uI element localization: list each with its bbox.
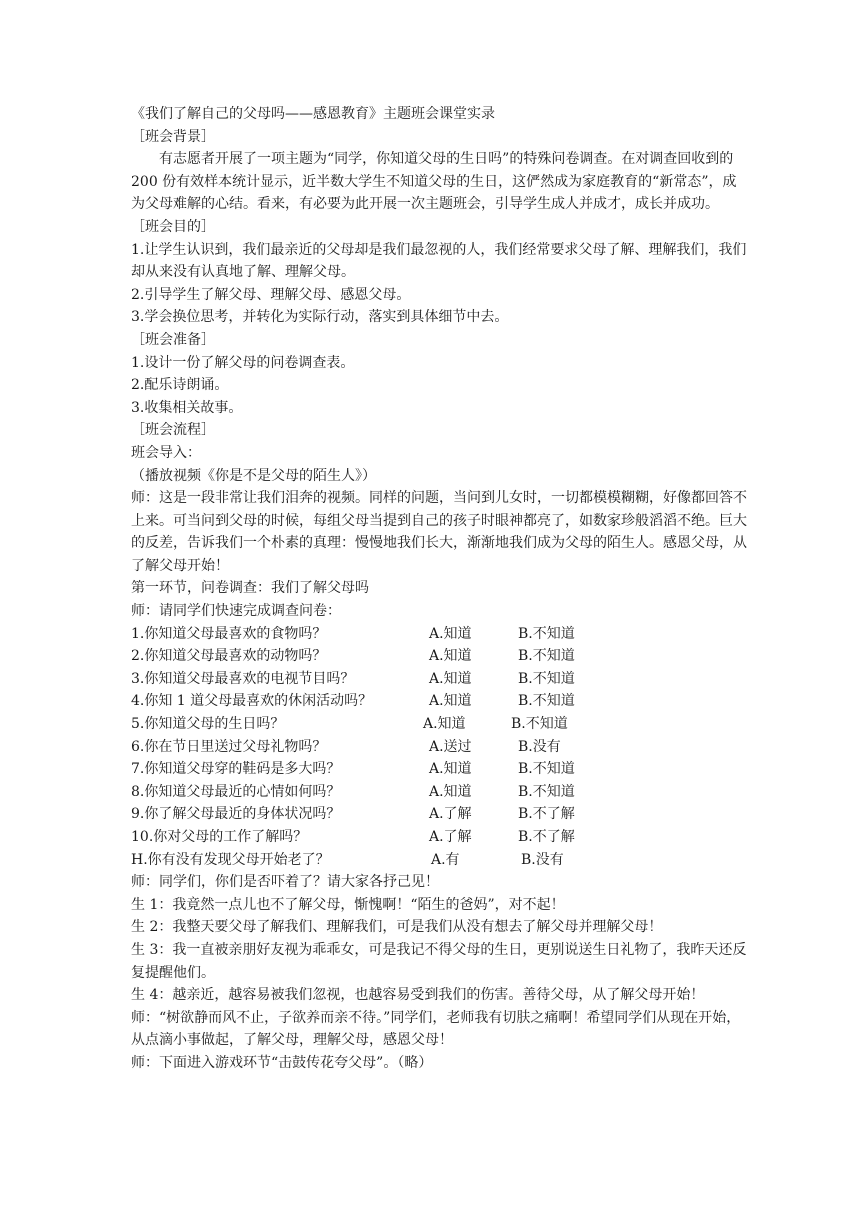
- option-b: B.不知道: [518, 625, 575, 642]
- option-a: A.知道: [429, 761, 472, 778]
- process-intro: 班会导入：: [131, 444, 201, 461]
- question-row: [131, 668, 748, 691]
- question-text: 2.你知道父母最喜欢的动物吗？: [131, 648, 327, 665]
- option-a: A.知道: [429, 625, 472, 642]
- teacher-paragraph-1: 师：这是一段非常让我们泪奔的视频。同样的问题，当问到儿女时，一切都模模糊糊，好像都回答不上来。可当问到父母的时候，每组父母当提到自己的孩子时眼神都亮了，如数家珍般滔滔不绝。巨大的反差，告诉我们一个朴素的真理：慢慢地我们长大，渐渐地我们成为父母的陌生人。感恩父母，从了解父母开始！: [131, 490, 747, 574]
- question-text: 8.你知道父母最近的心情如何吗？: [131, 783, 341, 800]
- question-text: 6.你在节日里送过父母礼物吗？: [131, 738, 327, 755]
- option-b: B.不了解: [518, 829, 575, 845]
- student-1-reply: 生 1：我竟然一点儿也不了解父母，惭愧啊！“陌生的爸妈”，对不起！: [131, 896, 565, 913]
- question-row: [131, 736, 748, 759]
- purpose-item-1: 1.让学生认识到，我们最亲近的父母却是我们最忽视的人，我们经常要求父母了解、理解我们，我们却从来没有认真地了解、理解父母。: [131, 241, 747, 281]
- option-b: B.不知道: [518, 648, 575, 665]
- teacher-paragraph-3: 师：同学们，你们是否吓着了？请大家各抒己见！: [131, 874, 439, 891]
- question-text: 4.你知 1 道父母最喜欢的休闲活动吗？: [131, 693, 373, 710]
- question-row: [131, 781, 748, 804]
- question-row: [131, 690, 748, 713]
- option-a: A.知道: [429, 670, 472, 687]
- background-paragraph: 有志愿者开展了一项主题为“同学，你知道父母的生日吗”的特殊问卷调查。在对调查回收到的 200 份有效样本统计显示，近半数大学生不知道父母的生日，这俨然成为家庭教育的“新常态”，成为父母难解的心结。看来，有必要为此开展一次主题班会，引导学生成人并成才，成长并成功。: [131, 151, 737, 213]
- student-4-reply: 生 4：越亲近，越容易被我们忽视，也越容易受到我们的伤害。善待父母，从了解父母开始！: [131, 987, 705, 1004]
- student-2-reply: 生 2：我整天要父母了解我们、理解我们，可是我们从没有想去了解父母并理解父母！: [131, 919, 663, 936]
- question-text: 3.你知道父母最喜欢的电视节目吗？: [131, 670, 355, 687]
- question-row: [131, 826, 748, 849]
- option-b: B.没有: [521, 851, 564, 868]
- option-a: A.知道: [423, 716, 466, 733]
- option-a: A.送过: [429, 738, 472, 755]
- student-3-reply: 生 3：我一直被亲朋好友视为乖乖女，可是我记不得父母的生日，更别说送生日礼物了，我昨天还反复提醒他们。: [131, 941, 747, 981]
- option-b: B.不知道: [518, 761, 575, 778]
- question-row: [131, 758, 748, 781]
- purpose-heading: ［班会目的］: [131, 218, 215, 235]
- question-text: 7.你知道父母穿的鞋码是多大吗？: [131, 761, 341, 778]
- background-heading: ［班会背景］: [131, 128, 215, 145]
- option-a: A.了解: [429, 806, 472, 823]
- question-text: 9.你了解父母最近的身体状况吗？: [131, 806, 341, 823]
- option-a: A.知道: [429, 648, 472, 665]
- question-row: [131, 713, 748, 736]
- process-heading: ［班会流程］: [131, 422, 215, 439]
- option-a: A.有: [431, 851, 460, 868]
- teacher-paragraph-2: 师：请同学们快速完成调查问卷：: [131, 603, 341, 620]
- question-text: H.你有没有发现父母开始老了？: [131, 851, 330, 868]
- preparation-heading: ［班会准备］: [131, 331, 215, 348]
- question-row: [131, 849, 748, 872]
- question-text: 10.你对父母的工作了解吗？: [131, 829, 308, 845]
- teacher-paragraph-4: 师：“树欲静而风不止，子欲养而亲不待。”同学们，老师我有切肤之痛啊！希望同学们从现在开始，从点滴小事做起，了解父母，理解父母，感恩父母！: [131, 1009, 741, 1049]
- question-text: 1.你知道父母最喜欢的食物吗？: [131, 625, 327, 642]
- option-b: B.不了解: [518, 806, 575, 823]
- teacher-paragraph-5: 师：下面进入游戏环节“击鼓传花夸父母”。（略）: [131, 1054, 433, 1071]
- section-1-heading: 第一环节，问卷调查：我们了解父母吗: [131, 580, 369, 597]
- purpose-item-3: 3.学会换位思考，并转化为实际行动，落实到具体细节中去。: [131, 309, 509, 326]
- option-b: B.不知道: [518, 693, 575, 710]
- preparation-item-2: 2.配乐诗朗诵。: [131, 377, 229, 394]
- question-text: 5.你知道父母的生日吗？: [131, 716, 285, 733]
- option-a: A.了解: [429, 829, 472, 845]
- video-note: （播放视频《你是不是父母的陌生人》）: [131, 467, 376, 484]
- option-b: B.不知道: [511, 716, 568, 733]
- option-b: B.没有: [518, 738, 561, 755]
- purpose-item-2: 2.引导学生了解父母、理解父母、感恩父母。: [131, 286, 411, 303]
- preparation-item-3: 3.收集相关故事。: [131, 399, 243, 416]
- questionnaire: [131, 623, 748, 872]
- option-b: B.不知道: [518, 783, 575, 800]
- option-b: B.不知道: [518, 670, 575, 687]
- question-row: [131, 645, 748, 668]
- option-a: A.知道: [429, 693, 472, 710]
- question-row: [131, 623, 748, 646]
- document-title: 《我们了解自己的父母吗——感恩教育》主题班会课堂实录: [131, 106, 495, 122]
- question-row: [131, 803, 748, 826]
- option-a: A.知道: [429, 783, 472, 800]
- preparation-item-1: 1.设计一份了解父母的问卷调查表。: [131, 354, 355, 371]
